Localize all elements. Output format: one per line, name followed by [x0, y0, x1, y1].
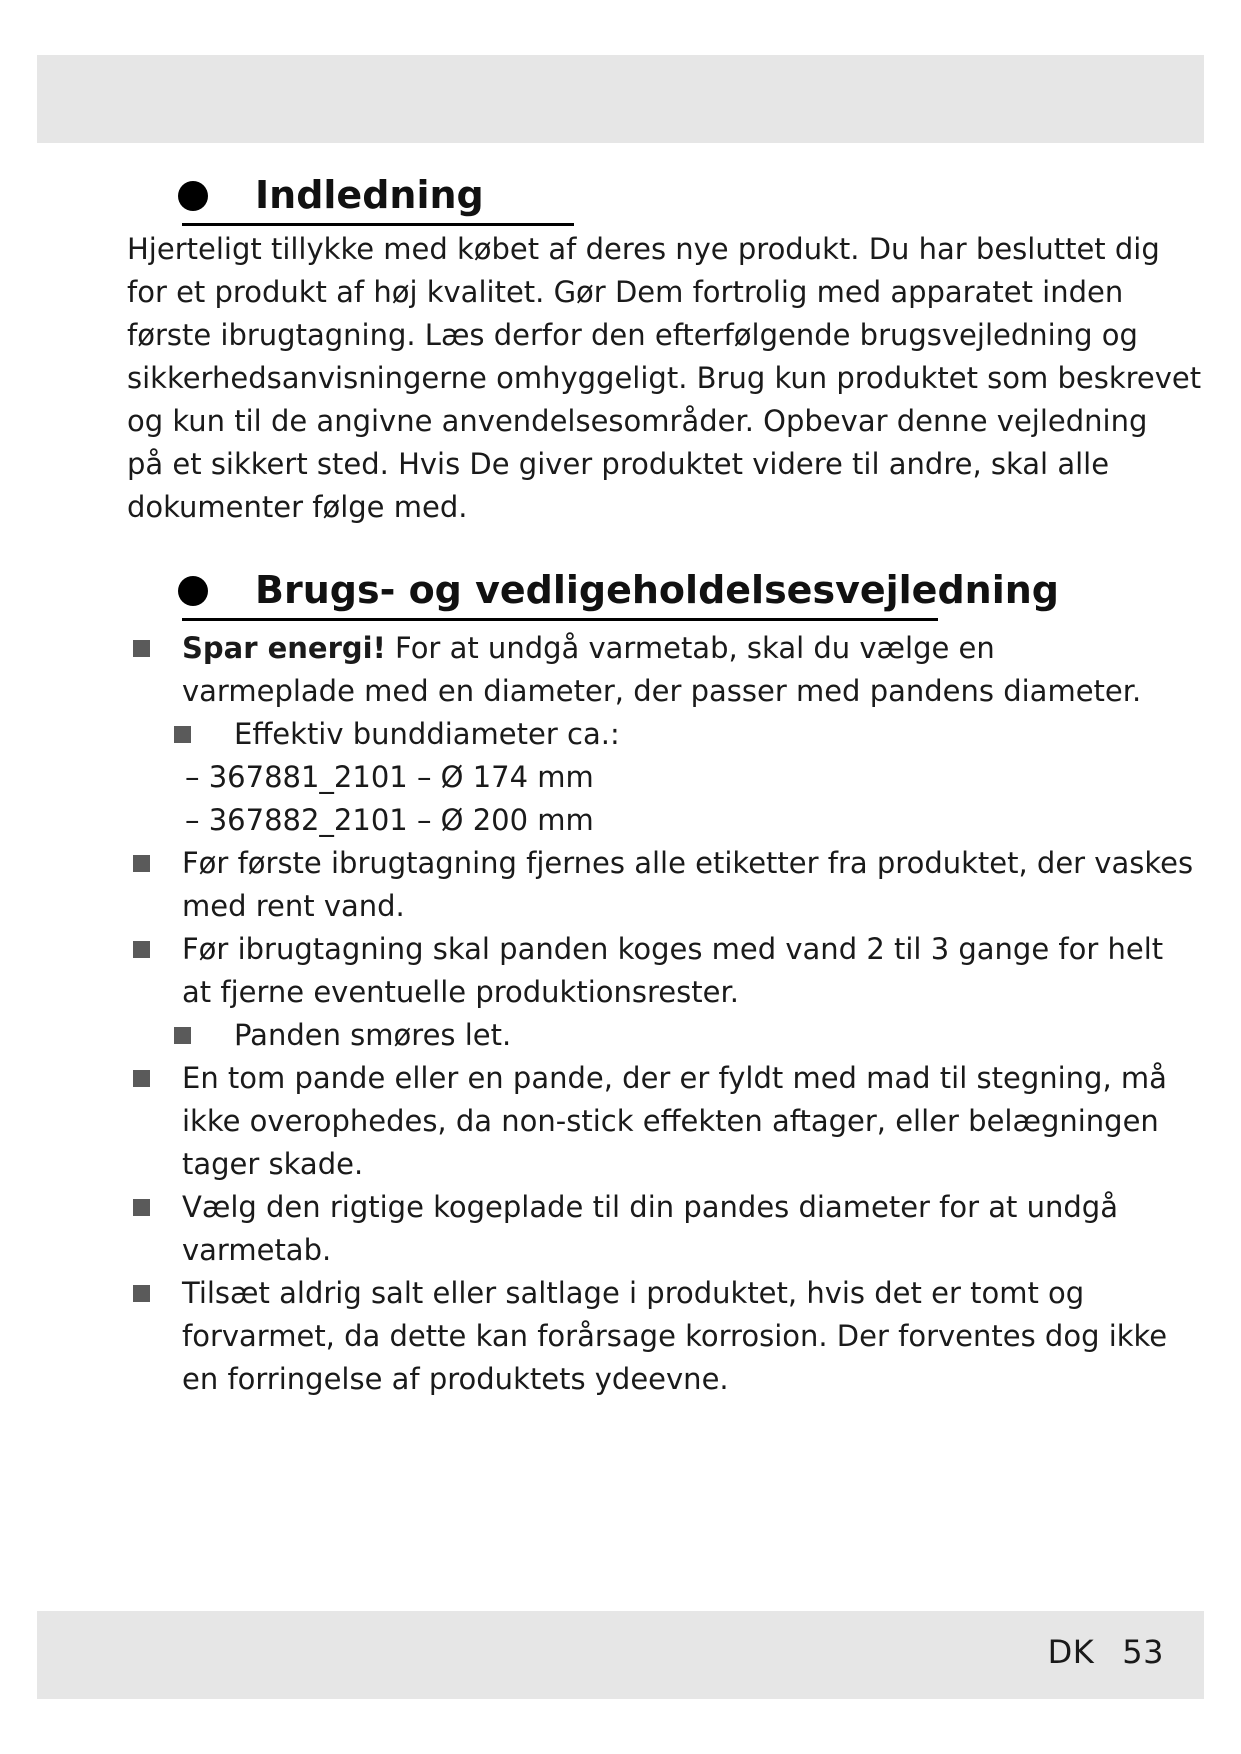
square-bullet-icon — [133, 855, 150, 872]
item-text: ikke overophedes, da non-stick effekten aftager, eller belægningen — [182, 1104, 1159, 1138]
item-text: Før ibrugtagning skal panden koges med vand 2 til 3 gange for helt — [182, 932, 1164, 966]
square-bullet-icon — [174, 1027, 191, 1044]
heading-bullet-icon — [178, 181, 208, 211]
item-text: Effektiv bunddiameter ca.: — [234, 717, 620, 751]
list-item — [133, 627, 1142, 713]
list-item — [133, 842, 1194, 928]
list-item — [133, 1186, 1133, 1272]
diameter-spec: – 367882_2101 – Ø 200 mm — [185, 803, 594, 837]
item-text: Før første ibrugtagning fjernes alle etiketter fra produktet, der vaskes — [182, 846, 1194, 880]
list-item — [133, 1272, 1168, 1401]
item-text: varmeplade med en diameter, der passer med pandens diameter. — [182, 674, 1142, 708]
list-item — [133, 1057, 1167, 1186]
square-bullet-icon — [133, 941, 150, 958]
sub-list-item — [133, 1014, 1133, 1057]
header-band — [37, 55, 1204, 143]
square-bullet-icon — [133, 640, 150, 657]
heading-underline — [182, 618, 938, 621]
heading-bullet-icon — [178, 576, 208, 606]
square-bullet-icon — [133, 1199, 150, 1216]
item-text: at fjerne eventuelle produktionsrester. — [182, 975, 739, 1009]
item-text: En tom pande eller en pande, der er fyldt med mad til stegning, må — [182, 1061, 1167, 1095]
page-footer — [1048, 1633, 1164, 1671]
item-text: Tilsæt aldrig salt eller saltlage i produktet, hvis det er tomt og — [182, 1276, 1085, 1310]
paragraph-line: for et produkt af høj kvalitet. Gør Dem fortrolig med apparatet inden — [127, 275, 1124, 309]
page-number: 53 — [1122, 1633, 1164, 1671]
square-bullet-icon — [174, 726, 191, 743]
heading-title: Brugs- og vedligeholdelsesvejledning — [255, 568, 1059, 612]
paragraph-line: på et sikkert sted. Hvis De giver produktet videre til andre, skal alle — [127, 447, 1110, 481]
footer-band — [37, 1611, 1204, 1699]
item-text: tager skade. — [182, 1147, 364, 1181]
instruction-list — [133, 627, 1194, 1401]
paragraph-line: dokumenter følge med. — [127, 490, 468, 524]
diameter-spec: – 367881_2101 – Ø 174 mm — [185, 760, 594, 794]
item-text: For at undgå varmetab, skal du vælge en — [385, 631, 995, 665]
list-item — [133, 928, 1164, 1014]
heading-title: Indledning — [255, 173, 484, 217]
paragraph-line: og kun til de angivne anvendelsesområder. Opbevar denne vejledning — [127, 404, 1148, 438]
item-text: med rent vand. — [182, 889, 405, 923]
paragraph-line: Hjerteligt tillykke med købet af deres nye produkt. Du har besluttet dig — [127, 232, 1160, 266]
paragraph-line: sikkerhedsanvisningerne omhyggeligt. Brug kun produktet som beskrevet — [127, 361, 1202, 395]
language-code: DK — [1047, 1633, 1095, 1671]
heading-underline — [182, 223, 574, 226]
item-text: en forringelse af produktets ydeevne. — [182, 1362, 729, 1396]
item-text: forvarmet, da dette kan forårsage korrosion. Der forventes dog ikke — [182, 1319, 1168, 1353]
sub-list-item — [133, 713, 1133, 756]
item-lead: Spar energi! — [182, 631, 386, 665]
paragraph-line: første ibrugtagning. Læs derfor den efterfølgende brugsvejledning og — [127, 318, 1138, 352]
square-bullet-icon — [133, 1285, 150, 1302]
intro-paragraph — [127, 228, 1202, 529]
item-text: varmetab. — [182, 1233, 332, 1267]
item-text: Panden smøres let. — [234, 1018, 512, 1052]
square-bullet-icon — [133, 1070, 150, 1087]
item-text: Vælg den rigtige kogeplade til din pandes diameter for at undgå — [182, 1190, 1118, 1224]
